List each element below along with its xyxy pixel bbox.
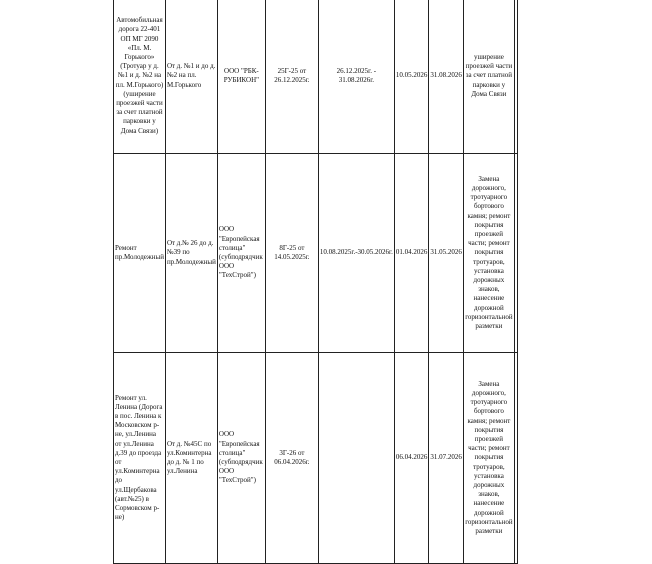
section-cell: От д.№ 26 до д.№39 по пр.Молодежный — [165, 154, 217, 353]
road-works-table — [113, 0, 518, 564]
table-row — [114, 0, 518, 154]
start-date-cell: 06.04.2026 — [394, 353, 429, 564]
works-cell: уширение проезжей части за счет платной парковки у Дома Связи — [463, 0, 514, 154]
object-cell: Автомобильная дорога 22-401 ОП МГ 2090 «Пл. М. Горького» (Тротуар у д. №1 и д. №2 на пл. М.Горького) (уширение проезжей части за счет платной парковки у Дома Связи) — [114, 0, 166, 154]
end-date-cell: 31.08.2026 — [429, 0, 464, 154]
end-date-cell: 31.05.2026 — [429, 154, 464, 353]
term-cell: 26.12.2025г. - 31.08.2026г. — [318, 0, 394, 154]
end-date-cell: 31.07.2026 — [429, 353, 464, 564]
term-cell — [318, 353, 394, 564]
contractor-cell: ООО "РБК-РУБИКОН" — [217, 0, 265, 154]
start-date-cell: 01.04.2026 — [394, 154, 429, 353]
table-row — [114, 154, 518, 353]
contract-cell: 8Г-25 от 14.05.2025г. — [265, 154, 318, 353]
object-cell: Ремонт ул. Ленина (Дорога в пос. Ленина к Московском р-не, ул.Ленина от ул.Ленина д.39 до проезда от ул.Коминтерна до ул.Щербакова (авт.№25) в Сормовском р-не) — [114, 353, 166, 564]
section-cell: От д. №45С по ул.Коминтерна до д. № 1 по ул.Ленина — [165, 353, 217, 564]
section-cell: От д. №1 и до д. №2 на пл. М.Горького — [165, 0, 217, 154]
empty-cell — [514, 154, 517, 353]
empty-cell — [514, 0, 517, 154]
works-cell: Замена дорожного, тротуарного бортового камня; ремонт покрытия проезжей части; ремонт покрытия тротуаров, установка дорожных знаков, нанесение дорожной горизонтальной разметки — [463, 154, 514, 353]
contract-cell: 3Г-26 от 06.04.2026г. — [265, 353, 318, 564]
contractor-cell: ООО "Европейская столица" (субподрядчик ООО "ТехСтрой") — [217, 154, 265, 353]
contractor-cell: ООО "Европейская столица" (субподрядчик ООО "ТехСтрой") — [217, 353, 265, 564]
works-cell: Замена дорожного, тротуарного бортового камня; ремонт покрытия проезжей части; ремонт покрытия тротуаров, установка дорожных знаков, нанесение дорожной горизонтальной разметки — [463, 353, 514, 564]
empty-cell — [514, 353, 517, 564]
contract-cell: 25Г-25 от 26.12.2025г. — [265, 0, 318, 154]
term-cell: 10.08.2025г.-30.05.2026г. — [318, 154, 394, 353]
object-cell: Ремонт пр.Молодежный — [114, 154, 166, 353]
table-row — [114, 353, 518, 564]
start-date-cell: 10.05.2026 — [394, 0, 429, 154]
